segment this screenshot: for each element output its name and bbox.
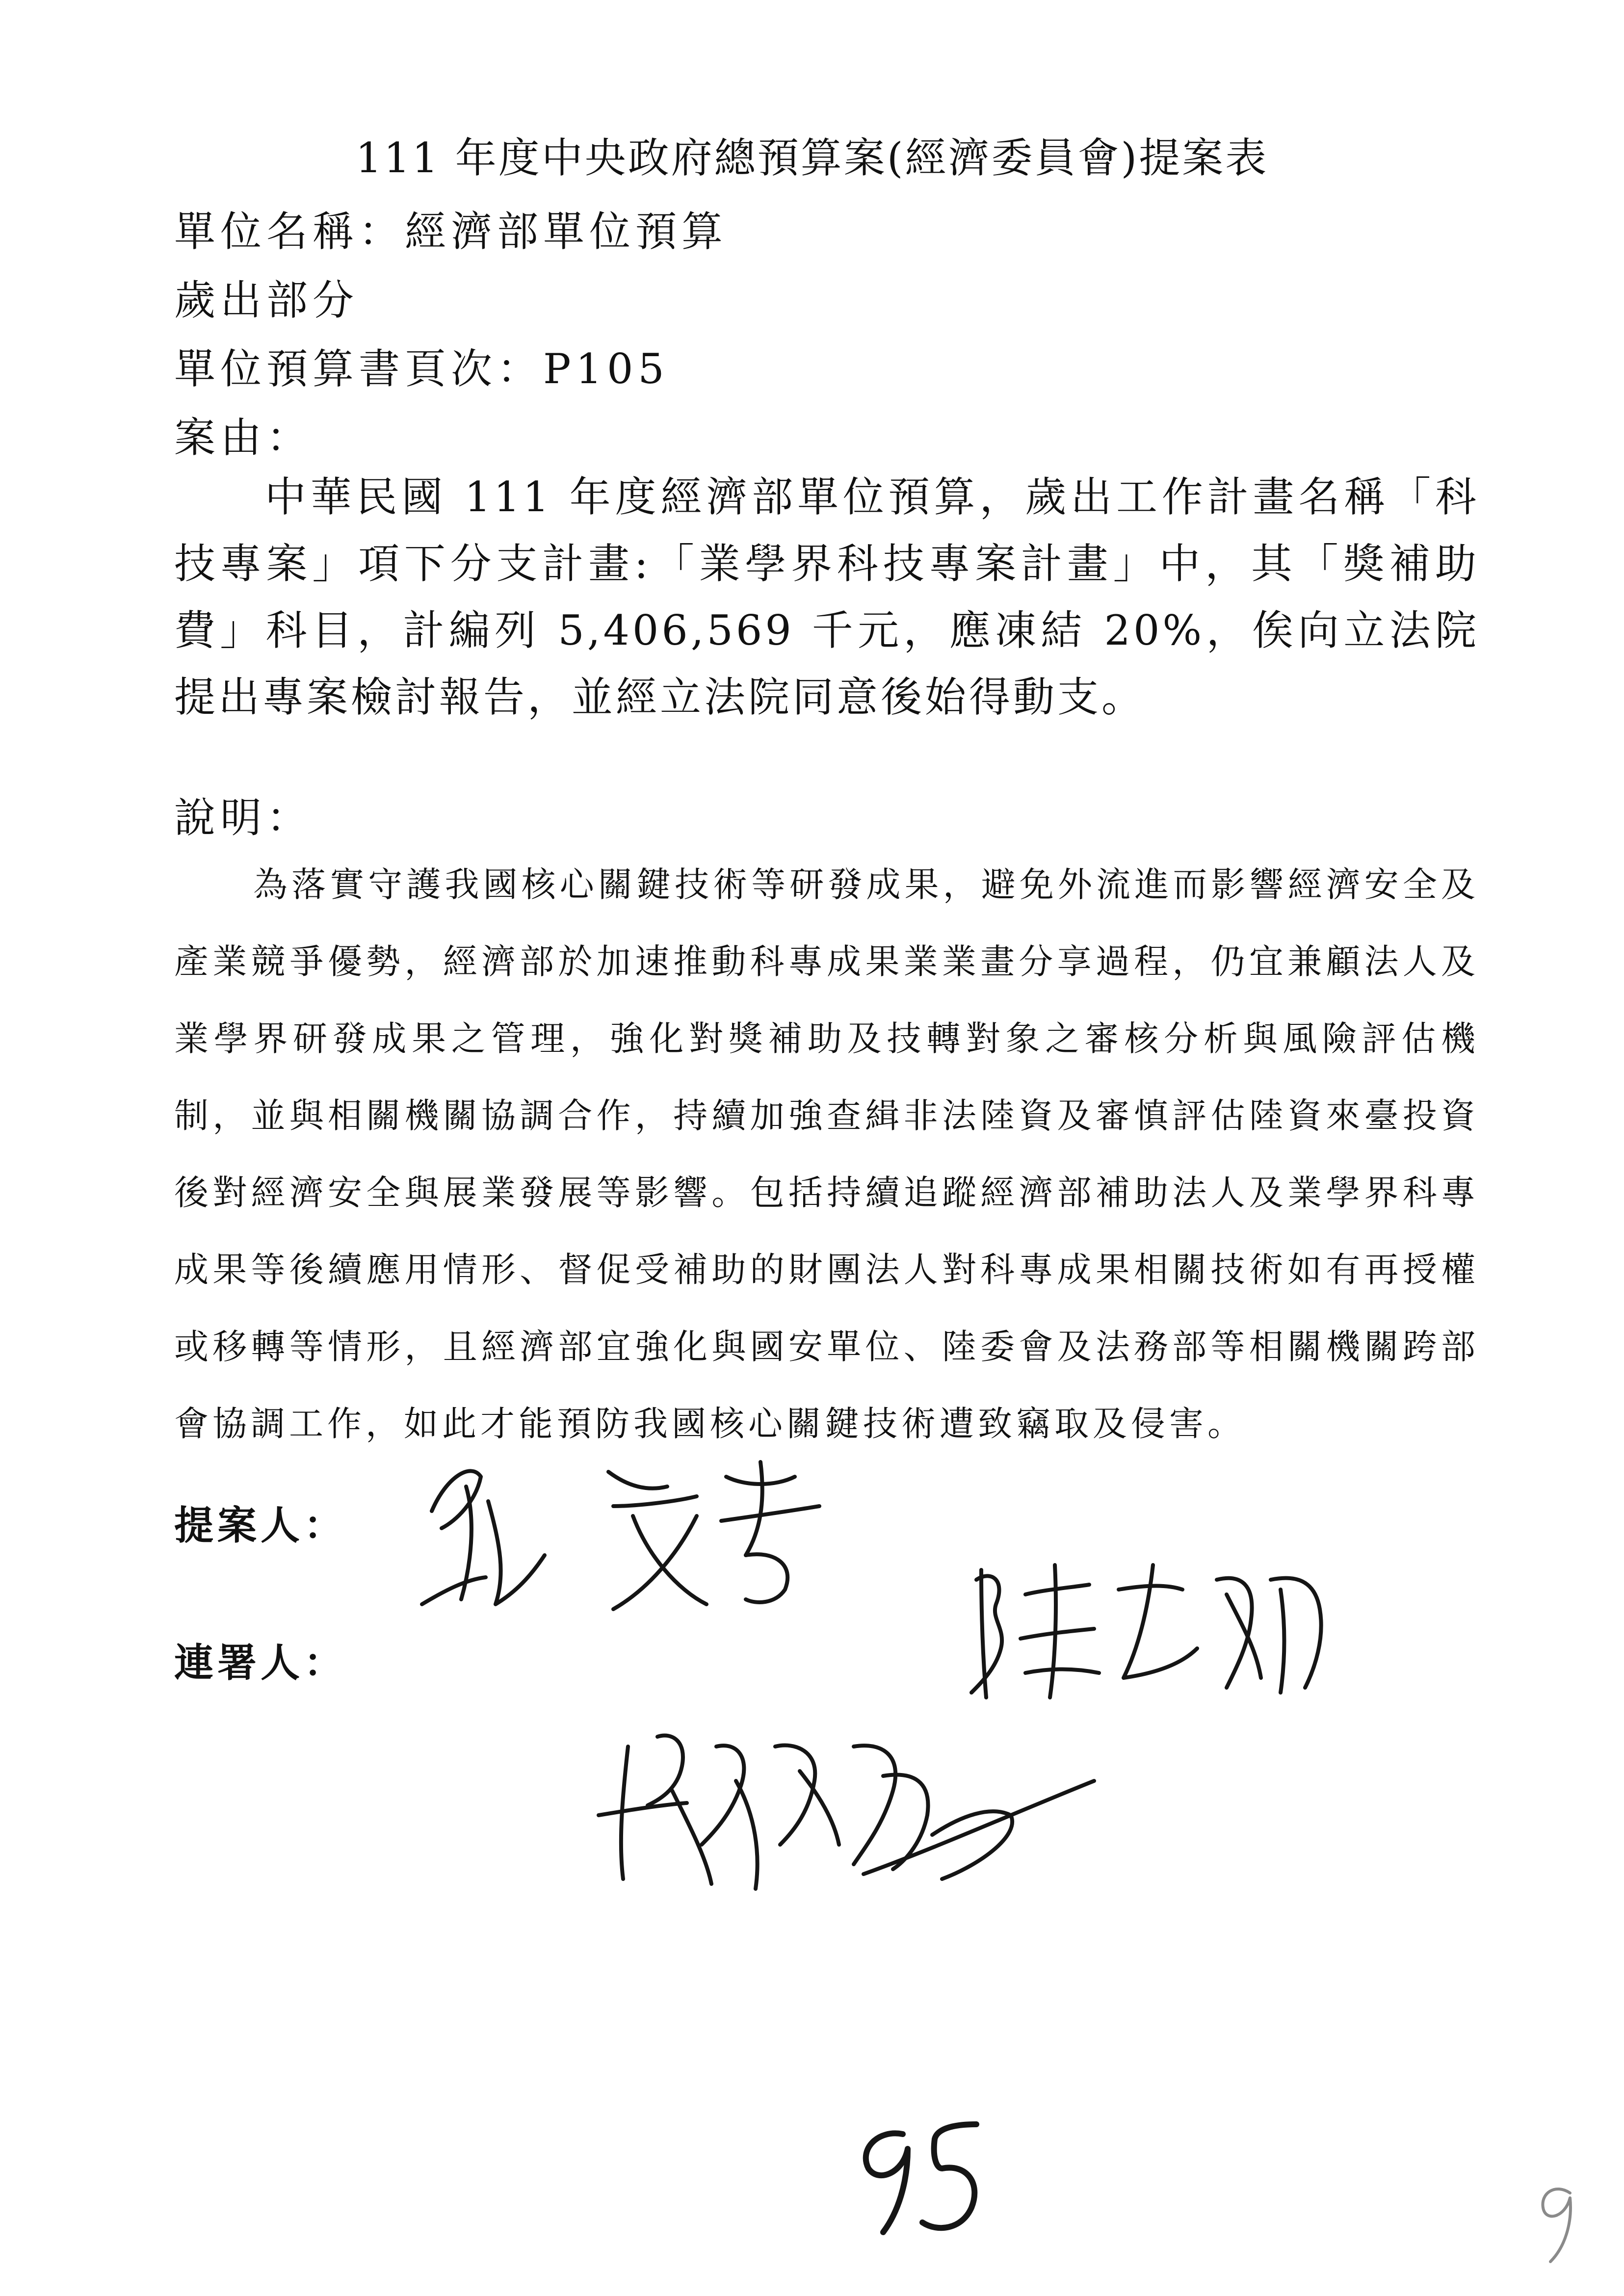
corner-mark-handwritten: [1531, 2178, 1585, 2267]
cosigner-signature-2-icon: [589, 1717, 1128, 1904]
reason-heading: 案由：: [174, 414, 313, 462]
proposer-label: 提案人：: [174, 1503, 347, 1548]
cosigner-signature-1-icon: [962, 1550, 1344, 1707]
explanation-paragraph: 為落實守護我國核心關鍵技術等研發成果，避免外流進而影響經濟安全及產業競爭優勢，經濟部於加速推動科專成果業業畫分享過程，仍宜兼顧法人及業學界研發成果之管理，強化對獎補助及技轉對象之審核分析與風險評估機制，並與相關機關協調合作，持續加強查緝非法陸資及審慎評估陸資來臺投資後對經濟安全與展業發展等影響。包括持續追蹤經濟部補助法人及業學界科專成果等後續應用情形、督促受補助的財團法人對科專成果相關技術如有再授權或移轉等情形，且經濟部宜強化與國安單位、陸委會及法務部等相關機關跨部會協調工作，如此才能預防我國核心關鍵技術遭致竊取及侵害。: [174, 864, 1479, 1444]
cosigner-label: 連署人：: [174, 1640, 347, 1686]
form-title: 111 年度中央政府總預算案(經濟委員會)提案表: [355, 134, 1269, 182]
explanation-heading: 說明：: [174, 794, 313, 842]
proposer-signature-icon: [402, 1442, 844, 1619]
reason-paragraph: 中華民國 111 年度經濟部單位預算，歲出工作計畫名稱「科技專案」項下分支計畫:「業學界科技專案計畫」中，其「獎補助費」科目，計編列 5,406,569 千元，應凍結 20%，俟向立法院提出專案檢討報告，並經立法院同意後始得動支。: [174, 473, 1479, 721]
page-number-handwritten: [839, 2114, 996, 2237]
section-line: 歲出部分: [174, 276, 359, 324]
budget-page-line: 單位預算書頁次：P105: [174, 345, 669, 393]
unit-name-line: 單位名稱：經濟部單位預算: [174, 208, 728, 256]
